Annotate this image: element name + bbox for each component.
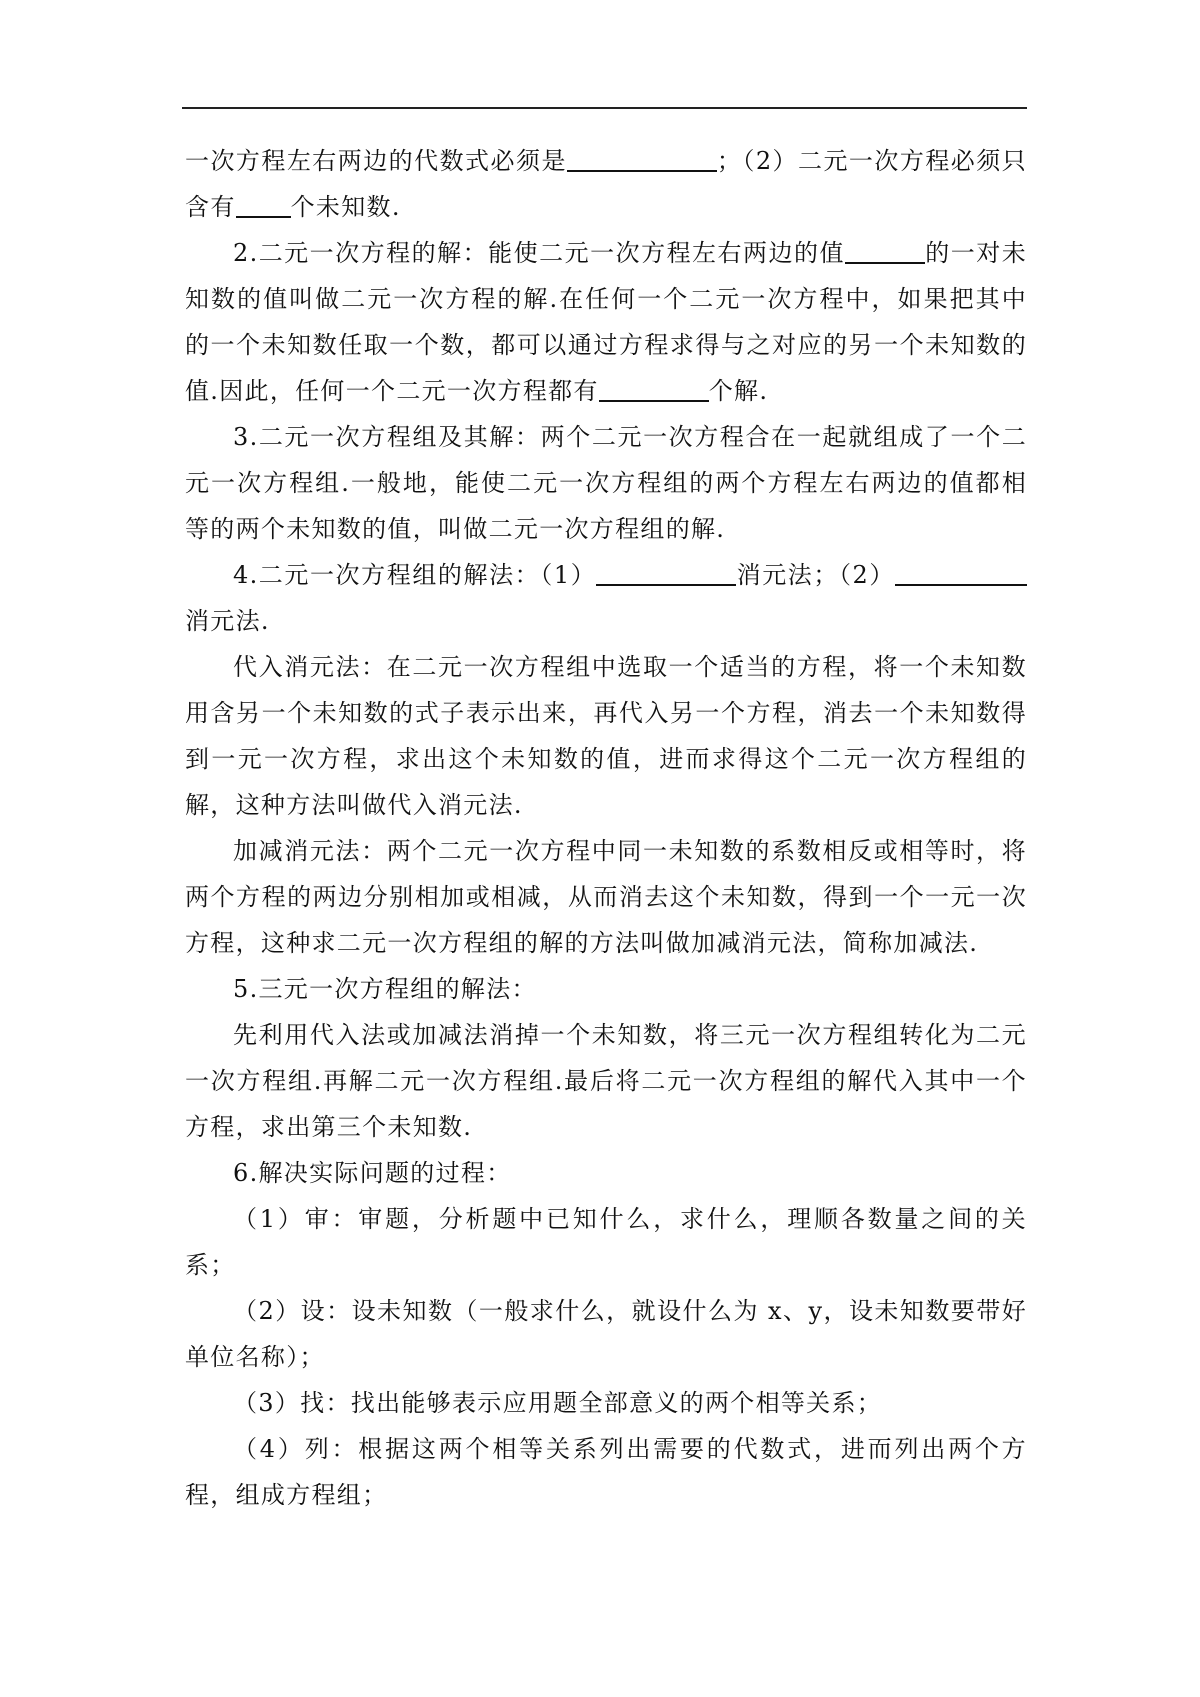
- text-segment: 消元法.: [185, 607, 270, 635]
- step-review: （1）审：审题，分析题中已知什么，求什么，理顺各数量之间的关系；: [185, 1205, 1027, 1279]
- step-set-variables: （2）设：设未知数（一般求什么，就设什么为 x、y，设未知数要带好单位名称）；: [185, 1297, 1027, 1371]
- text-segment: 有: [210, 193, 236, 221]
- fill-blank: [236, 194, 291, 218]
- step-find-relations: （3）找：找出能够表示应用题全部意义的两个相等关系；: [233, 1389, 883, 1417]
- paragraph-process-heading: 6.解决实际问题的过程：: [233, 1159, 512, 1187]
- fill-blank: [895, 562, 1027, 586]
- paragraph-three-variable-heading: 5.三元一次方程组的解法：: [233, 975, 537, 1003]
- paragraph-system-definition: 3.二元一次方程组及其解：两个二元一次方程合在一起就组成了一个二元一次方程组.一般地，能使二元一次方程组的两个方程左右两边的值都相等的两个未知数的值，叫做二元一次方程组的解.: [185, 423, 1027, 543]
- text-segment: ；（2）二元一次方程必须只含: [185, 147, 1027, 221]
- text-segment: 个未知数.: [290, 193, 401, 221]
- text-segment: 4.二元一次方程组的解法：（1）: [233, 561, 597, 589]
- text-segment: 一次方程左右两边的代数式必须是: [185, 147, 567, 175]
- text-segment: 消元法；（2）: [736, 561, 895, 589]
- paragraph-three-variable-body: 先利用代入法或加减法消掉一个未知数，将三元一次方程组转化为二元一次方程组.再解二元一次方程组.最后将二元一次方程组的解代入其中一个方程，求出第三个未知数.: [185, 1021, 1027, 1141]
- header-rule: [182, 107, 1027, 109]
- paragraph-solution-definition: [185, 230, 1027, 414]
- step-write-equations: （4）列：根据这两个相等关系列出需要的代数式，进而列出两个方程，组成方程组；: [185, 1435, 1027, 1509]
- paragraph-substitution-method: 代入消元法：在二元一次方程组中选取一个适当的方程，将一个未知数用含另一个未知数的式子表示出来，再代入另一个方程，消去一个未知数得到一元一次方程，求出这个未知数的值，进而求得这个二元一次方程组的解，这种方法叫做代入消元法.: [185, 653, 1027, 819]
- text-segment: 的一对未知数的值叫做二元一次方程的解.在任何一个二元一次方程中，如果把其中的一个未知数任取一个数，都可以通过方程求得与之对应的另一个未知数的值.因此，任何一个二元一次方程都有: [185, 239, 1028, 405]
- paragraph-continued-definition: [185, 138, 1027, 230]
- text-segment: 2.二元一次方程的解：能使二元一次方程左右两边的值: [233, 239, 846, 267]
- fill-blank: [596, 562, 736, 586]
- document-body: [185, 138, 1027, 1518]
- text-segment: 个解.: [708, 377, 769, 405]
- fill-blank: [599, 378, 709, 402]
- paragraph-solving-methods: [185, 552, 1027, 644]
- paragraph-elimination-method: 加减消元法：两个二元一次方程中同一未知数的系数相反或相等时，将两个方程的两边分别相加或相减，从而消去这个未知数，得到一个一元一次方程，这种求二元一次方程组的解的方法叫做加减消元法，简称加减法.: [185, 837, 1027, 957]
- fill-blank: [567, 148, 717, 172]
- fill-blank: [845, 240, 925, 264]
